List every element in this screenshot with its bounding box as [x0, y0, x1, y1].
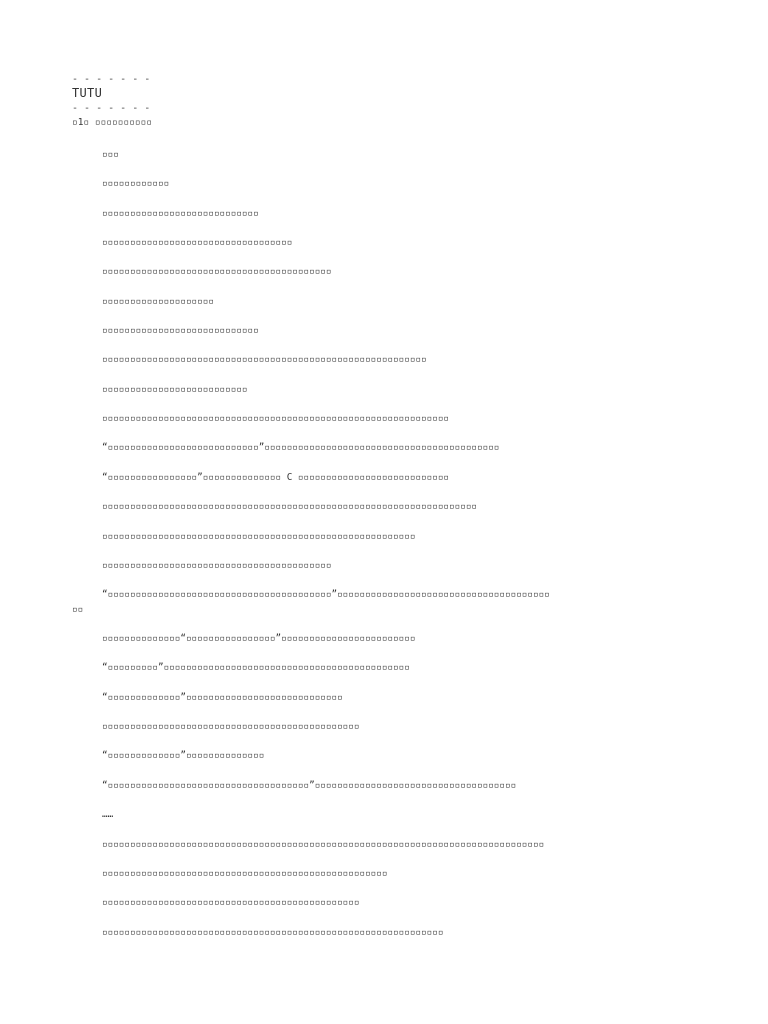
text-line: ▫▫▫▫▫▫▫▫▫▫▫▫▫▫▫▫▫▫▫▫ [102, 296, 214, 307]
text-line: “▫▫▫▫▫▫▫▫▫▫▫▫▫▫▫▫”▫▫▫▫▫▫▫▫▫▫▫▫▫▫ C ▫▫▫▫▫▫▫▫▫▫▫▫▫▫▫▫▫▫▫▫▫▫▫▫▫▫▫ [102, 472, 450, 483]
text-line: ▫▫▫▫▫▫▫▫▫▫▫▫▫▫▫▫▫▫▫▫▫▫▫▫▫▫▫▫ [102, 208, 259, 219]
text-line: ▫▫▫▫▫▫▫▫▫▫▫▫▫▫▫▫▫▫▫▫▫▫▫▫▫▫▫▫▫▫▫▫▫▫ [102, 237, 293, 248]
text-line: ▫▫▫▫▫▫▫▫▫▫▫▫▫▫▫▫▫▫▫▫▫▫▫▫▫▫▫▫▫▫▫▫▫▫▫▫▫▫▫▫▫▫▫▫▫▫▫▫▫▫▫▫▫▫▫▫▫▫ [102, 354, 427, 365]
document-title: TUTU [72, 86, 103, 100]
text-line: ▫▫▫▫▫▫▫▫▫▫▫▫▫▫▫▫▫▫▫▫▫▫▫▫▫▫▫▫▫▫▫▫▫▫▫▫▫▫▫▫▫▫▫▫▫▫▫▫▫▫▫▫▫▫▫▫▫▫▫▫▫▫ [102, 413, 450, 424]
text-line: ▫▫▫▫▫▫▫▫▫▫▫▫▫▫▫▫▫▫▫▫▫▫▫▫▫▫ [102, 384, 248, 395]
text-line: “▫▫▫▫▫▫▫▫▫▫▫▫▫▫▫▫▫▫▫▫▫▫▫▫▫▫▫”▫▫▫▫▫▫▫▫▫▫▫▫▫▫▫▫▫▫▫▫▫▫▫▫▫▫▫▫▫▫▫▫▫▫▫▫▫▫▫▫▫▫ [102, 442, 500, 453]
text-line: ▫▫▫▫▫▫▫▫▫▫▫▫ [102, 178, 170, 189]
text-line: “▫▫▫▫▫▫▫▫▫▫▫▫▫”▫▫▫▫▫▫▫▫▫▫▫▫▫▫▫▫▫▫▫▫▫▫▫▫▫▫▫▫ [102, 692, 343, 703]
top-rule: - - - - - - - [72, 74, 151, 85]
chapter-heading: ▫1▫ ▫▫▫▫▫▫▫▫▫▫ [72, 117, 153, 128]
text-line: ▫▫▫▫▫▫▫▫▫▫▫▫▫▫▫▫▫▫▫▫▫▫▫▫▫▫▫▫▫▫▫▫▫▫▫▫▫▫▫▫▫ [102, 560, 332, 571]
text-line: “▫▫▫▫▫▫▫▫▫”▫▫▫▫▫▫▫▫▫▫▫▫▫▫▫▫▫▫▫▫▫▫▫▫▫▫▫▫▫▫▫▫▫▫▫▫▫▫▫▫▫▫▫▫ [102, 662, 410, 673]
text-line: “▫▫▫▫▫▫▫▫▫▫▫▫▫▫▫▫▫▫▫▫▫▫▫▫▫▫▫▫▫▫▫▫▫▫▫▫▫▫▫▫”▫▫▫▫▫▫▫▫▫▫▫▫▫▫▫▫▫▫▫▫▫▫▫▫▫▫▫▫▫▫▫▫▫▫▫▫▫▫ [102, 589, 550, 600]
ellipsis-line: …… [102, 809, 114, 820]
text-line: ▫▫▫▫▫▫▫▫▫▫▫▫▫▫▫▫▫▫▫▫▫▫▫▫▫▫▫▫▫▫▫▫▫▫▫▫▫▫▫▫▫▫▫▫▫▫▫▫▫▫▫▫▫▫▫▫▫▫▫▫▫ [102, 927, 444, 938]
text-line: ▫▫▫▫▫▫▫▫▫▫▫▫▫▫“▫▫▫▫▫▫▫▫▫▫▫▫▫▫▫▫”▫▫▫▫▫▫▫▫▫▫▫▫▫▫▫▫▫▫▫▫▫▫▫▫ [102, 633, 416, 644]
bottom-rule: - - - - - - - [72, 103, 151, 114]
text-line: ▫▫▫▫▫▫▫▫▫▫▫▫▫▫▫▫▫▫▫▫▫▫▫▫▫▫▫▫▫▫▫▫▫▫▫▫▫▫▫▫▫▫▫▫▫▫▫▫▫▫▫▫▫▫▫▫▫▫▫▫▫▫▫▫▫▫▫ [102, 501, 478, 512]
text-line: ▫▫▫ [102, 149, 119, 160]
text-line: ▫▫▫▫▫▫▫▫▫▫▫▫▫▫▫▫▫▫▫▫▫▫▫▫▫▫▫▫▫▫▫▫▫▫▫▫▫▫▫▫▫▫▫▫▫▫▫▫▫▫▫▫▫▫▫▫ [102, 531, 416, 542]
text-line: ▫▫▫▫▫▫▫▫▫▫▫▫▫▫▫▫▫▫▫▫▫▫▫▫▫▫▫▫▫▫▫▫▫▫▫▫▫▫▫▫▫ [102, 266, 332, 277]
text-line: “▫▫▫▫▫▫▫▫▫▫▫▫▫”▫▫▫▫▫▫▫▫▫▫▫▫▫▫ [102, 750, 265, 761]
text-line: ▫▫▫▫▫▫▫▫▫▫▫▫▫▫▫▫▫▫▫▫▫▫▫▫▫▫▫▫▫▫▫▫▫▫▫▫▫▫▫▫▫▫▫▫▫▫▫▫▫▫▫ [102, 868, 388, 879]
text-line: ▫▫▫▫▫▫▫▫▫▫▫▫▫▫▫▫▫▫▫▫▫▫▫▫▫▫▫▫▫▫▫▫▫▫▫▫▫▫▫▫▫▫▫▫▫▫ [102, 897, 360, 908]
text-line: ▫▫▫▫▫▫▫▫▫▫▫▫▫▫▫▫▫▫▫▫▫▫▫▫▫▫▫▫ [102, 325, 259, 336]
text-line: ▫▫▫▫▫▫▫▫▫▫▫▫▫▫▫▫▫▫▫▫▫▫▫▫▫▫▫▫▫▫▫▫▫▫▫▫▫▫▫▫▫▫▫▫▫▫▫▫▫▫▫▫▫▫▫▫▫▫▫▫▫▫▫▫▫▫▫▫▫▫▫▫▫▫▫▫▫▫▫ [102, 839, 545, 850]
text-line-wrap: ▫▫ [72, 604, 84, 615]
text-line: ▫▫▫▫▫▫▫▫▫▫▫▫▫▫▫▫▫▫▫▫▫▫▫▫▫▫▫▫▫▫▫▫▫▫▫▫▫▫▫▫▫▫▫▫▫▫ [102, 721, 360, 732]
text-line: “▫▫▫▫▫▫▫▫▫▫▫▫▫▫▫▫▫▫▫▫▫▫▫▫▫▫▫▫▫▫▫▫▫▫▫▫”▫▫▫▫▫▫▫▫▫▫▫▫▫▫▫▫▫▫▫▫▫▫▫▫▫▫▫▫▫▫▫▫▫▫▫▫ [102, 780, 517, 791]
